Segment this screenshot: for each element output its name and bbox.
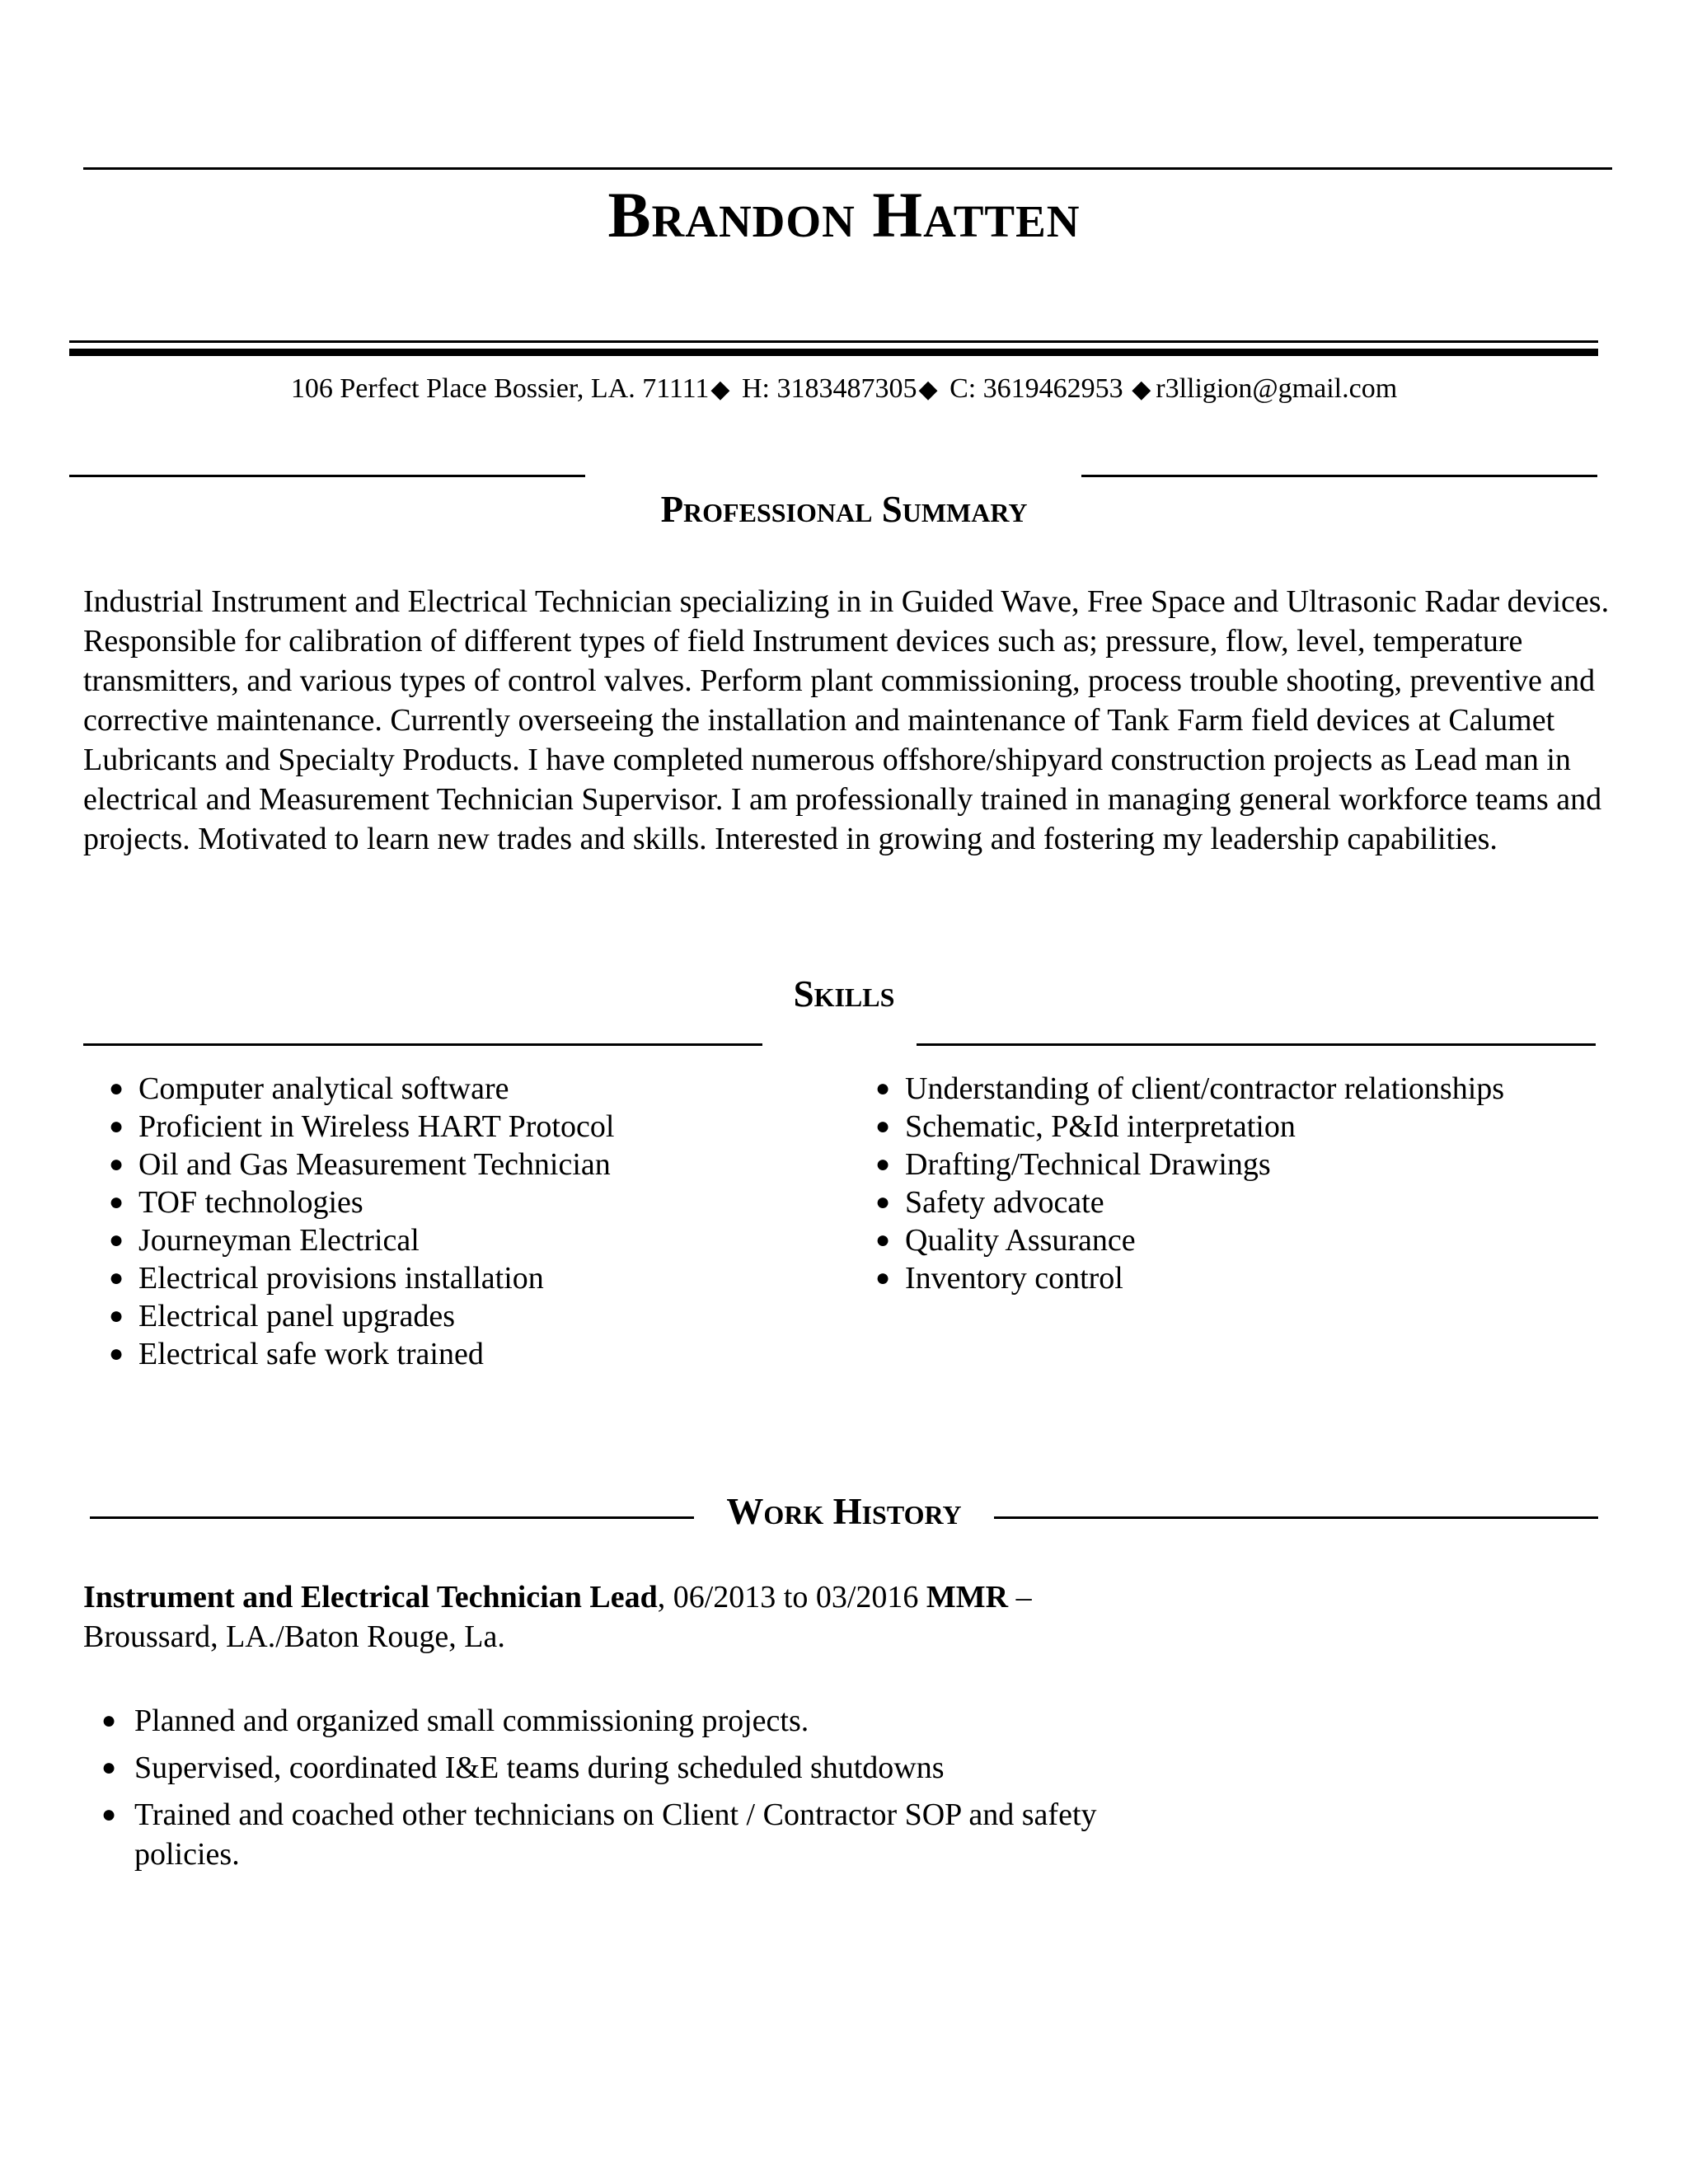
bullet-icon: ●: [101, 1754, 117, 1781]
bullet-icon: ●: [101, 1707, 117, 1734]
home-phone: H: 3183487305: [741, 373, 917, 404]
top-rule: [83, 167, 1612, 170]
name-rule-thin: [69, 340, 1598, 343]
list-item: ● Planned and organized small commissioning projects.: [83, 1701, 1122, 1741]
list-item: ● Electrical panel upgrades: [109, 1299, 456, 1333]
bullet-icon: ●: [109, 1226, 124, 1254]
bullet-icon: ●: [875, 1075, 891, 1102]
list-item: ● Electrical safe work trained: [109, 1337, 484, 1371]
name-rule-thick: [69, 349, 1598, 356]
bullet-icon: ●: [875, 1113, 891, 1140]
job-heading: [83, 1577, 1155, 1657]
separator-icon: ◆: [1132, 376, 1151, 403]
list-item: ● Understanding of client/contractor relationships: [875, 1071, 1505, 1106]
job-position: Instrument and Electrical Technician Lead: [83, 1580, 658, 1615]
summary-text: Industrial Instrument and Electrical Technician specializing in in Guided Wave, Free Space and Ultrasonic Radar devices. Responsible for calibration of different types of field Instrument devices such as; pressure, flow, level, temperature transmitters, and various types of control valves. Perform plant commissioning, process trouble shooting, preventive and corrective maintenance. Currently overseeing the installation and maintenance of Tank Farm field devices at Calumet Lubricants and Specialty Products. I have completed numerous offshore/shipyard construction projects as Lead man in electrical and Measurement Technician Supervisor. I am professionally trained in managing general workforce teams and projects. Motivated to learn new trades and skills. Interested in growing and fostering my leadership capabilities.: [83, 584, 1610, 856]
list-item: ● Safety advocate: [875, 1185, 1104, 1220]
summary-rule-left: [69, 475, 585, 477]
cell-phone: C: 3619462953: [950, 373, 1123, 404]
separator-icon: ◆: [710, 376, 730, 403]
list-item: ● Computer analytical software: [109, 1071, 509, 1106]
skills-rule-right: [917, 1043, 1596, 1046]
job-bullet-list: [83, 1701, 1122, 1882]
job-company: MMR: [926, 1580, 1009, 1615]
bullet-icon: ●: [109, 1302, 124, 1329]
job-dates: , 06/2013 to 03/2016: [657, 1580, 926, 1615]
bullet-icon: ●: [109, 1151, 124, 1178]
list-item: ● Inventory control: [875, 1261, 1123, 1296]
contact-line: [0, 373, 1688, 406]
skills-list-left: [82, 1070, 824, 1373]
skills-heading: Skills: [793, 973, 895, 1015]
list-item: ● TOF technologies: [109, 1185, 363, 1220]
bullet-icon: ●: [109, 1264, 124, 1291]
bullet-icon: ●: [875, 1226, 891, 1254]
bullet-icon: ●: [109, 1340, 124, 1367]
bullet-icon: ●: [109, 1075, 124, 1102]
bullet-icon: ●: [109, 1113, 124, 1140]
bullet-icon: ●: [875, 1151, 891, 1178]
list-item: ● Proficient in Wireless HART Protocol: [109, 1109, 615, 1144]
job-location-prefix: –: [1008, 1580, 1032, 1615]
list-item: ● Supervised, coordinated I&E teams during scheduled shutdowns: [83, 1748, 1122, 1788]
email: r3lligion@gmail.com: [1156, 373, 1398, 404]
bullet-icon: ●: [875, 1188, 891, 1216]
address: 106 Perfect Place Bossier, LA. 71111: [290, 373, 710, 404]
skills-rule-left: [83, 1043, 762, 1046]
list-item: ● Electrical provisions installation: [109, 1261, 544, 1296]
summary-heading: Professional Summary: [660, 489, 1028, 530]
summary-rule-right: [1081, 475, 1597, 477]
separator-icon: ◆: [918, 376, 938, 403]
list-item: ● Journeyman Electrical: [109, 1223, 420, 1258]
candidate-name: Brandon Hatten: [607, 179, 1081, 251]
bullet-icon: ●: [101, 1801, 117, 1828]
skills-list-right: [849, 1070, 1640, 1297]
bullet-icon: ●: [875, 1264, 891, 1291]
list-item: ● Quality Assurance: [875, 1223, 1136, 1258]
work-history-heading: Work History: [726, 1491, 962, 1532]
list-item: ● Drafting/Technical Drawings: [875, 1147, 1271, 1182]
list-item: ● Schematic, P&Id interpretation: [875, 1109, 1296, 1144]
list-item: ● Trained and coached other technicians on Client / Contractor SOP and safety policies.: [83, 1795, 1122, 1874]
job-location: Broussard, LA./Baton Rouge, La.: [83, 1619, 505, 1654]
list-item: ● Oil and Gas Measurement Technician: [109, 1147, 611, 1182]
bullet-icon: ●: [109, 1188, 124, 1216]
